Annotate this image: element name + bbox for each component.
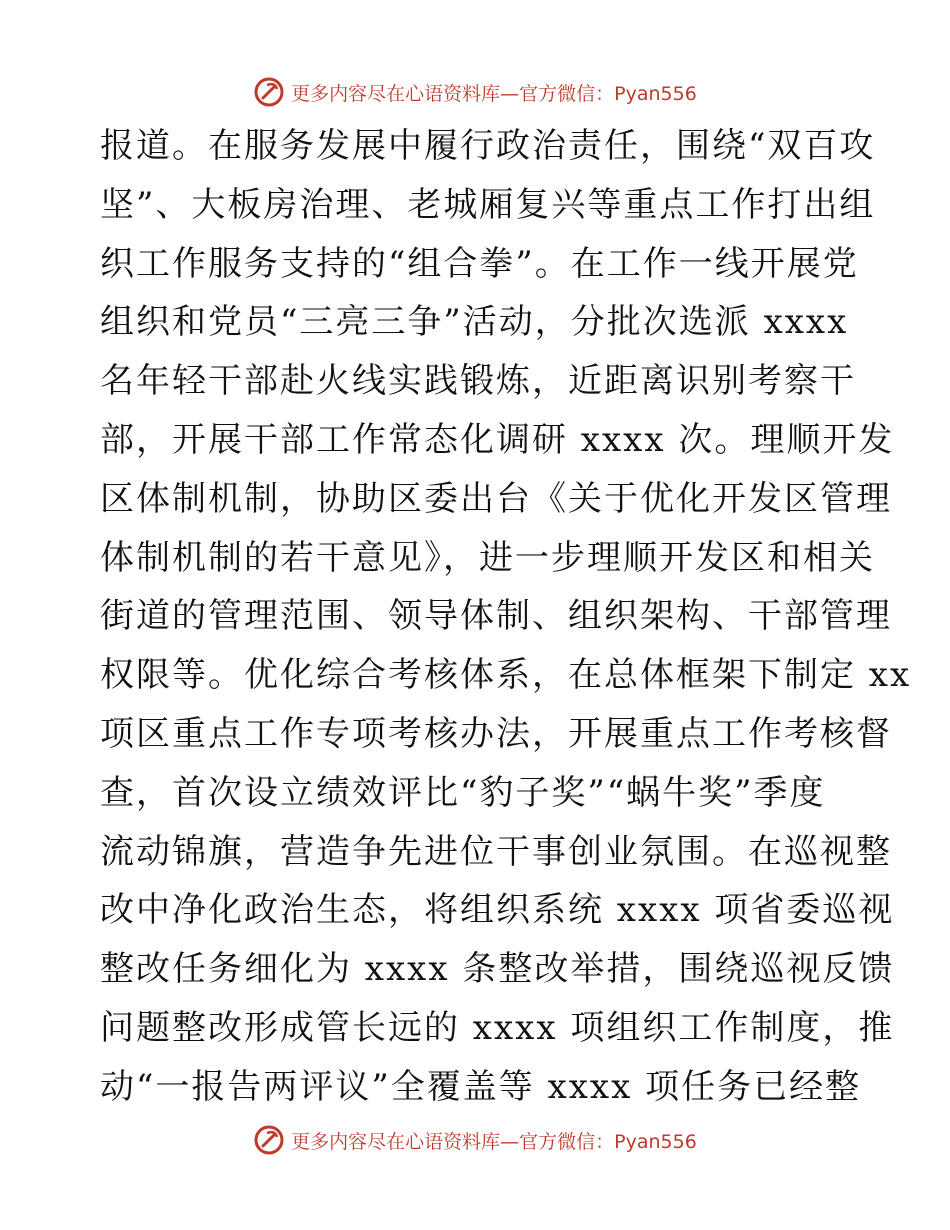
text-line: 织工作服务支持的“组合拳”。在工作一线开展党 xyxy=(100,243,859,284)
text-line: 动“一报告两评议”全覆盖等 xxxx 项任务已经整 xyxy=(100,1066,862,1107)
watermark-text: 更多内容尽在心语资料库—官方微信：Pyan556 xyxy=(291,1130,697,1153)
text-line: 流动锦旗，营造争先进位干事创业氛围。在巡视整 xyxy=(100,831,892,872)
text-line: 体制机制的若干意见》，进一步理顺开发区和相关 xyxy=(100,537,875,578)
text-line: 改中净化政治生态，将组织系统 xxxx 项省委巡视 xyxy=(100,890,895,931)
text-line: 区体制机制，协助区委出台《关于优化开发区管理 xyxy=(100,478,892,519)
text-line: 权限等。优化综合考核体系，在总体框架下制定 xx xyxy=(100,655,912,696)
text-line: 部，开展干部工作常态化调研 xxxx 次。理顺开发 xyxy=(100,419,895,460)
brand-logo-icon xyxy=(253,1124,285,1156)
watermark-text: 更多内容尽在心语资料库—官方微信：Pyan556 xyxy=(291,82,697,105)
document-body xyxy=(100,117,912,1117)
watermark-footer xyxy=(0,1120,950,1160)
text-line: 查，首次设立绩效评比“豹子奖”“蜗牛奖”季度 xyxy=(100,772,826,813)
text-line: 报道。在服务发展中履行政治责任，围绕“双百攻 xyxy=(100,126,876,166)
watermark-header xyxy=(0,72,950,112)
text-line: 整改任务细化为 xxxx 条整改举措，围绕巡视反馈 xyxy=(100,949,895,990)
text-line: 组织和党员“三亮三争”活动，分批次选派 xxxx xyxy=(100,302,849,343)
text-line: 坚”、大板房治理、老城厢复兴等重点工作打出组 xyxy=(100,184,876,225)
text-line: 街道的管理范围、领导体制、组织架构、干部管理 xyxy=(100,596,892,637)
text-line: 名年轻干部赴火线实践锻炼，近距离识别考察干 xyxy=(100,361,856,402)
text-line: 项区重点工作专项考核办法，开展重点工作考核督 xyxy=(100,713,892,754)
brand-logo-icon xyxy=(253,76,285,108)
text-line: 问题整改形成管长远的 xxxx 项组织工作制度，推 xyxy=(100,1007,895,1048)
